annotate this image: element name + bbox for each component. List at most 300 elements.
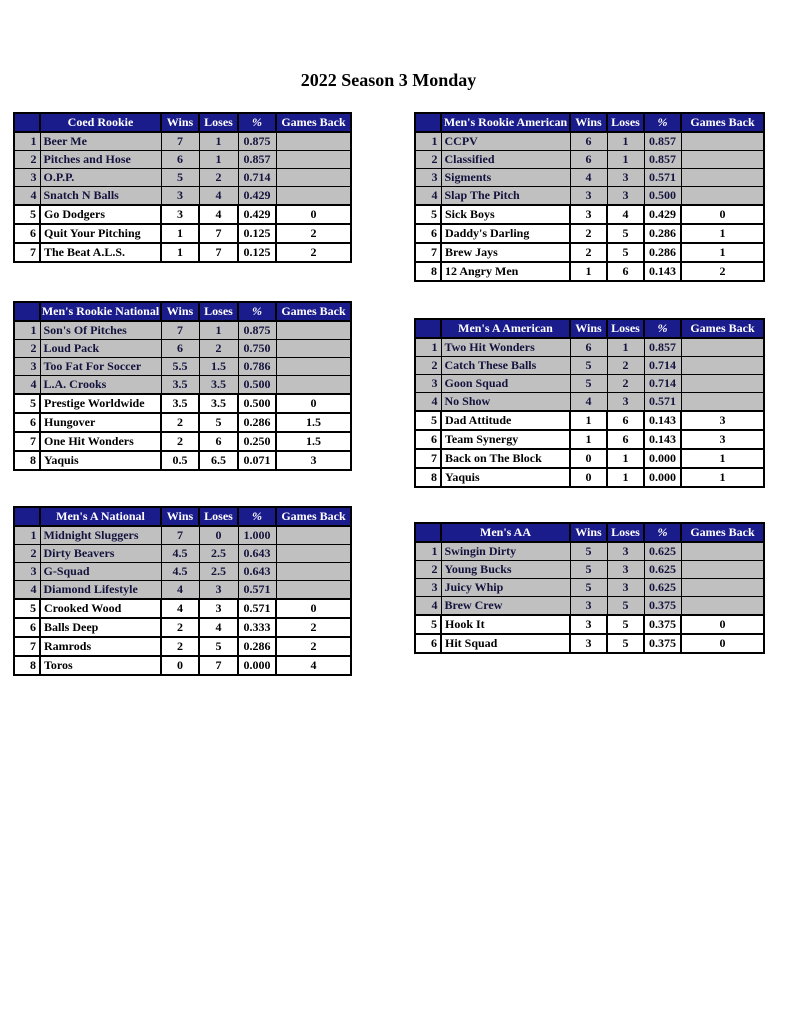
rank-cell: 6 (14, 224, 40, 243)
team-name-cell: Catch These Balls (441, 357, 570, 375)
loses-cell: 3 (607, 187, 644, 206)
rank-cell: 7 (14, 637, 40, 656)
rank-cell: 1 (14, 526, 40, 545)
games-back-cell: 1.5 (276, 413, 351, 432)
pct-cell: 0.714 (238, 169, 276, 187)
pct-column-header: % (238, 302, 276, 321)
team-name-cell: Hook It (441, 615, 570, 634)
loses-cell: 3 (607, 579, 644, 597)
team-row (14, 526, 351, 545)
team-name-cell: Pitches and Hose (40, 151, 161, 169)
loses-cell: 5 (607, 243, 644, 262)
rank-cell: 1 (14, 321, 40, 340)
team-row (14, 376, 351, 395)
team-row (14, 545, 351, 563)
team-row (415, 468, 764, 487)
team-row (415, 338, 764, 357)
rank-cell: 7 (14, 243, 40, 262)
wins-column-header: Wins (570, 319, 607, 338)
games-back-column-header: Games Back (276, 113, 351, 132)
games-back-cell: 3 (681, 411, 764, 430)
team-name-cell: Sigments (441, 169, 570, 187)
pct-cell: 0.857 (238, 151, 276, 169)
rank-cell: 4 (415, 187, 441, 206)
pct-cell: 0.857 (644, 151, 681, 169)
team-name-cell: 12 Angry Men (441, 262, 570, 281)
rank-cell: 4 (14, 581, 40, 600)
pct-cell: 0.786 (238, 358, 276, 376)
team-name-cell: No Show (441, 393, 570, 412)
standings-table-mens-a-american (414, 318, 765, 488)
wins-cell: 6 (161, 340, 199, 358)
team-name-cell: Two Hit Wonders (441, 338, 570, 357)
wins-cell: 2 (161, 637, 199, 656)
rank-cell: 5 (415, 205, 441, 224)
loses-cell: 5 (199, 637, 238, 656)
games-back-cell (276, 581, 351, 600)
wins-cell: 1 (570, 262, 607, 281)
wins-cell: 0 (570, 449, 607, 468)
rank-cell: 4 (415, 393, 441, 412)
loses-cell: 3 (607, 169, 644, 187)
team-name-cell: Go Dodgers (40, 205, 161, 224)
pct-cell: 0.500 (238, 394, 276, 413)
team-row (14, 243, 351, 262)
games-back-cell: 2 (276, 243, 351, 262)
loses-cell: 5 (607, 224, 644, 243)
rank-cell: 8 (14, 656, 40, 675)
team-row (415, 243, 764, 262)
wins-column-header: Wins (570, 113, 607, 132)
pct-cell: 0.375 (644, 597, 681, 616)
team-row (415, 169, 764, 187)
rank-cell: 2 (415, 357, 441, 375)
pct-cell: 0.429 (238, 187, 276, 206)
wins-cell: 5 (570, 561, 607, 579)
wins-cell: 2 (161, 413, 199, 432)
header-row (415, 319, 764, 338)
wins-cell: 4 (161, 581, 199, 600)
pct-cell: 0.286 (644, 243, 681, 262)
loses-cell: 1 (607, 132, 644, 151)
team-name-cell: Balls Deep (40, 618, 161, 637)
team-name-cell: Son's Of Pitches (40, 321, 161, 340)
pct-cell: 0.571 (644, 169, 681, 187)
rank-cell: 7 (14, 432, 40, 451)
standings-table-mens-rookie-american (414, 112, 765, 282)
rank-header-cell (415, 523, 441, 542)
games-back-cell (681, 357, 764, 375)
rank-header-cell (415, 113, 441, 132)
team-row (14, 618, 351, 637)
games-back-column-header: Games Back (276, 507, 351, 526)
team-name-cell: Beer Me (40, 132, 161, 151)
rank-cell: 6 (14, 618, 40, 637)
loses-cell: 3 (199, 581, 238, 600)
rank-cell: 2 (14, 151, 40, 169)
team-name-cell: Team Synergy (441, 430, 570, 449)
header-row (14, 507, 351, 526)
loses-cell: 1 (607, 151, 644, 169)
team-row (14, 599, 351, 618)
pct-cell: 0.625 (644, 542, 681, 561)
rank-cell: 5 (14, 205, 40, 224)
wins-cell: 4 (570, 169, 607, 187)
wins-cell: 3 (570, 205, 607, 224)
rank-cell: 3 (415, 169, 441, 187)
team-row (14, 637, 351, 656)
loses-column-header: Loses (199, 302, 238, 321)
wins-cell: 4 (161, 599, 199, 618)
team-name-cell: Loud Pack (40, 340, 161, 358)
wins-cell: 3 (570, 634, 607, 653)
games-back-cell: 0 (276, 599, 351, 618)
team-row (14, 340, 351, 358)
pct-column-header: % (644, 523, 681, 542)
wins-cell: 6 (161, 151, 199, 169)
wins-cell: 1 (161, 243, 199, 262)
games-back-cell (681, 375, 764, 393)
loses-cell: 2 (607, 375, 644, 393)
games-back-cell: 0 (276, 205, 351, 224)
loses-cell: 3 (607, 393, 644, 412)
pct-cell: 0.333 (238, 618, 276, 637)
wins-cell: 3 (570, 187, 607, 206)
pct-cell: 0.286 (644, 224, 681, 243)
rank-cell: 6 (14, 413, 40, 432)
pct-cell: 0.286 (238, 413, 276, 432)
games-back-cell (681, 187, 764, 206)
wins-cell: 0.5 (161, 451, 199, 470)
loses-cell: 1 (607, 449, 644, 468)
loses-cell: 1 (199, 321, 238, 340)
pct-cell: 0.571 (238, 599, 276, 618)
loses-cell: 5 (607, 634, 644, 653)
team-row (415, 224, 764, 243)
wins-cell: 5 (570, 357, 607, 375)
header-row (415, 523, 764, 542)
games-back-cell: 1 (681, 468, 764, 487)
games-back-cell (681, 169, 764, 187)
team-name-cell: Slap The Pitch (441, 187, 570, 206)
pct-column-header: % (644, 319, 681, 338)
wins-cell: 7 (161, 526, 199, 545)
wins-cell: 5 (570, 579, 607, 597)
team-row (14, 413, 351, 432)
rank-cell: 6 (415, 634, 441, 653)
team-row (415, 262, 764, 281)
rank-cell: 7 (415, 243, 441, 262)
wins-column-header: Wins (161, 302, 199, 321)
team-row (415, 151, 764, 169)
games-back-cell: 0 (681, 205, 764, 224)
table-title: Coed Rookie (40, 113, 161, 132)
rank-cell: 2 (415, 561, 441, 579)
team-name-cell: Quit Your Pitching (40, 224, 161, 243)
pct-cell: 0.000 (644, 468, 681, 487)
team-name-cell: Hungover (40, 413, 161, 432)
team-row (14, 358, 351, 376)
loses-column-header: Loses (607, 319, 644, 338)
rank-cell: 5 (415, 411, 441, 430)
team-name-cell: L.A. Crooks (40, 376, 161, 395)
loses-cell: 1 (199, 151, 238, 169)
games-back-column-header: Games Back (681, 319, 764, 338)
team-name-cell: Dirty Beavers (40, 545, 161, 563)
standings-table-mens-a-national (13, 506, 352, 676)
wins-cell: 5 (570, 375, 607, 393)
pct-cell: 0.625 (644, 579, 681, 597)
games-back-cell (681, 151, 764, 169)
team-name-cell: Classified (441, 151, 570, 169)
rank-cell: 2 (14, 545, 40, 563)
loses-cell: 6.5 (199, 451, 238, 470)
header-row (14, 113, 351, 132)
team-row (415, 132, 764, 151)
games-back-cell: 1 (681, 243, 764, 262)
header-row (14, 302, 351, 321)
header-row (415, 113, 764, 132)
rank-cell: 6 (415, 224, 441, 243)
table-body (415, 542, 764, 653)
team-row (14, 563, 351, 581)
loses-cell: 2.5 (199, 545, 238, 563)
team-row (14, 205, 351, 224)
pct-cell: 0.143 (644, 411, 681, 430)
loses-cell: 7 (199, 243, 238, 262)
wins-cell: 2 (570, 224, 607, 243)
pct-cell: 0.143 (644, 430, 681, 449)
wins-cell: 5 (161, 169, 199, 187)
games-back-cell (681, 338, 764, 357)
table-title: Men's A National (40, 507, 161, 526)
pct-cell: 0.875 (238, 132, 276, 151)
rank-cell: 1 (415, 542, 441, 561)
rank-cell: 1 (415, 338, 441, 357)
wins-cell: 4 (570, 393, 607, 412)
loses-cell: 6 (607, 262, 644, 281)
pct-cell: 0.125 (238, 224, 276, 243)
rank-cell: 1 (415, 132, 441, 151)
loses-column-header: Loses (607, 523, 644, 542)
wins-cell: 1 (161, 224, 199, 243)
loses-cell: 6 (199, 432, 238, 451)
team-name-cell: Diamond Lifestyle (40, 581, 161, 600)
team-row (14, 187, 351, 206)
games-back-cell (681, 597, 764, 616)
rank-cell: 5 (14, 394, 40, 413)
rank-cell: 4 (14, 187, 40, 206)
team-name-cell: Dad Attitude (441, 411, 570, 430)
rank-header-cell (14, 302, 40, 321)
games-back-column-header: Games Back (681, 523, 764, 542)
wins-cell: 3 (161, 205, 199, 224)
wins-cell: 3.5 (161, 376, 199, 395)
loses-cell: 6 (607, 430, 644, 449)
wins-cell: 3.5 (161, 394, 199, 413)
wins-column-header: Wins (161, 113, 199, 132)
games-back-cell (276, 187, 351, 206)
pct-cell: 0.857 (644, 132, 681, 151)
pct-cell: 0.071 (238, 451, 276, 470)
pct-cell: 0.250 (238, 432, 276, 451)
games-back-cell: 3 (276, 451, 351, 470)
team-row (14, 451, 351, 470)
page-title: 2022 Season 3 Monday (300, 70, 477, 90)
games-back-cell (276, 151, 351, 169)
games-back-cell: 2 (276, 637, 351, 656)
rank-cell: 5 (14, 599, 40, 618)
rank-cell: 3 (14, 563, 40, 581)
pct-cell: 0.625 (644, 561, 681, 579)
games-back-column-header: Games Back (276, 302, 351, 321)
games-back-cell (276, 169, 351, 187)
loses-cell: 0 (199, 526, 238, 545)
loses-cell: 1 (607, 468, 644, 487)
pct-cell: 0.750 (238, 340, 276, 358)
rank-cell: 2 (415, 151, 441, 169)
team-name-cell: Yaquis (441, 468, 570, 487)
team-name-cell: Juicy Whip (441, 579, 570, 597)
games-back-cell (276, 545, 351, 563)
team-name-cell: Young Bucks (441, 561, 570, 579)
team-row (415, 634, 764, 653)
pct-cell: 0.375 (644, 634, 681, 653)
wins-cell: 6 (570, 132, 607, 151)
wins-cell: 0 (570, 468, 607, 487)
wins-cell: 5 (570, 542, 607, 561)
loses-cell: 7 (199, 656, 238, 675)
pct-cell: 0.714 (644, 375, 681, 393)
games-back-cell: 3 (681, 430, 764, 449)
games-back-cell: 2 (276, 224, 351, 243)
pct-cell: 0.643 (238, 563, 276, 581)
team-row (14, 151, 351, 169)
rank-cell: 3 (14, 358, 40, 376)
pct-cell: 0.429 (238, 205, 276, 224)
wins-cell: 7 (161, 321, 199, 340)
rank-cell: 8 (415, 262, 441, 281)
pct-cell: 0.571 (644, 393, 681, 412)
wins-cell: 4.5 (161, 563, 199, 581)
loses-cell: 3 (199, 599, 238, 618)
table-title: Men's Rookie National (40, 302, 161, 321)
team-name-cell: CCPV (441, 132, 570, 151)
team-row (415, 561, 764, 579)
team-row (415, 357, 764, 375)
wins-cell: 7 (161, 132, 199, 151)
loses-cell: 2 (199, 169, 238, 187)
rank-cell: 7 (415, 449, 441, 468)
loses-cell: 5 (199, 413, 238, 432)
team-name-cell: Brew Crew (441, 597, 570, 616)
team-row (14, 224, 351, 243)
wins-cell: 2 (161, 618, 199, 637)
team-name-cell: Too Fat For Soccer (40, 358, 161, 376)
team-name-cell: Yaquis (40, 451, 161, 470)
team-row (415, 542, 764, 561)
team-name-cell: G-Squad (40, 563, 161, 581)
loses-cell: 4 (199, 205, 238, 224)
pct-cell: 0.500 (238, 376, 276, 395)
games-back-cell: 1 (681, 449, 764, 468)
wins-cell: 1 (570, 430, 607, 449)
team-name-cell: Ramrods (40, 637, 161, 656)
rank-cell: 6 (415, 430, 441, 449)
standings-table-mens-aa (414, 522, 765, 654)
team-row (415, 375, 764, 393)
rank-header-cell (14, 507, 40, 526)
games-back-cell (276, 526, 351, 545)
table-body (415, 132, 764, 281)
table-body (14, 526, 351, 675)
team-row (415, 205, 764, 224)
games-back-cell (276, 358, 351, 376)
rank-cell: 8 (415, 468, 441, 487)
loses-cell: 3.5 (199, 376, 238, 395)
games-back-cell: 0 (681, 615, 764, 634)
games-back-cell (276, 132, 351, 151)
loses-cell: 2 (199, 340, 238, 358)
games-back-cell (681, 132, 764, 151)
pct-cell: 0.375 (644, 615, 681, 634)
wins-cell: 2 (570, 243, 607, 262)
team-name-cell: Back on The Block (441, 449, 570, 468)
wins-cell: 2 (161, 432, 199, 451)
team-name-cell: Hit Squad (441, 634, 570, 653)
team-row (14, 581, 351, 600)
team-name-cell: O.P.P. (40, 169, 161, 187)
rank-cell: 1 (14, 132, 40, 151)
rank-cell: 4 (415, 597, 441, 616)
team-name-cell: One Hit Wonders (40, 432, 161, 451)
team-row (14, 132, 351, 151)
loses-cell: 7 (199, 224, 238, 243)
team-row (415, 411, 764, 430)
games-back-cell: 2 (276, 618, 351, 637)
pct-cell: 0.714 (644, 357, 681, 375)
team-row (14, 321, 351, 340)
team-row (14, 169, 351, 187)
loses-cell: 1.5 (199, 358, 238, 376)
team-row (415, 430, 764, 449)
games-back-cell: 0 (276, 394, 351, 413)
team-name-cell: Toros (40, 656, 161, 675)
wins-column-header: Wins (570, 523, 607, 542)
team-name-cell: Daddy's Darling (441, 224, 570, 243)
games-back-column-header: Games Back (681, 113, 764, 132)
pct-cell: 0.143 (644, 262, 681, 281)
team-row (415, 597, 764, 616)
team-row (14, 432, 351, 451)
pct-cell: 1.000 (238, 526, 276, 545)
loses-cell: 2 (607, 357, 644, 375)
pct-column-header: % (644, 113, 681, 132)
rank-cell: 8 (14, 451, 40, 470)
team-name-cell: Goon Squad (441, 375, 570, 393)
loses-cell: 4 (607, 205, 644, 224)
wins-cell: 3 (161, 187, 199, 206)
loses-column-header: Loses (607, 113, 644, 132)
team-name-cell: Swingin Dirty (441, 542, 570, 561)
team-name-cell: Brew Jays (441, 243, 570, 262)
loses-cell: 3 (607, 561, 644, 579)
rank-cell: 5 (415, 615, 441, 634)
team-name-cell: Midnight Sluggers (40, 526, 161, 545)
table-body (415, 338, 764, 487)
pct-column-header: % (238, 507, 276, 526)
wins-cell: 3 (570, 615, 607, 634)
